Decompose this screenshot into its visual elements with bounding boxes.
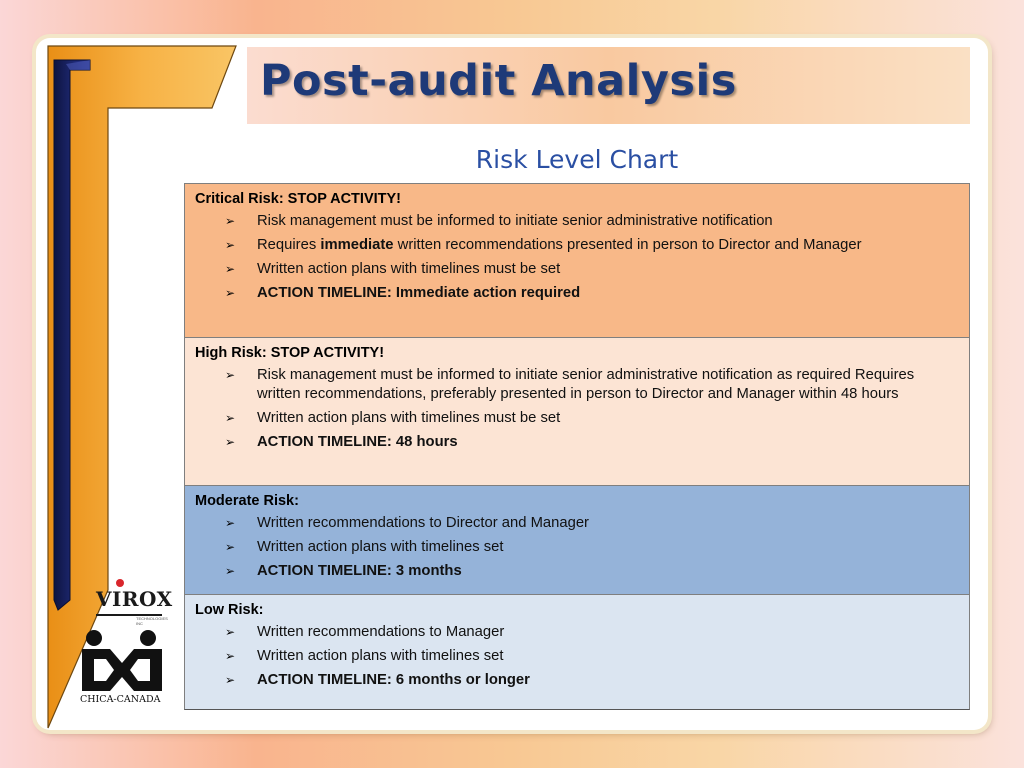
bullet-item (195, 212, 959, 231)
arrow-bullet-icon: ➢ (225, 286, 236, 300)
bullet-item (195, 562, 959, 581)
bullet-text: Written action plans with timelines set (257, 648, 504, 664)
virox-logo (96, 587, 173, 611)
bullet-text: Written action plans with timelines must be set (257, 261, 561, 277)
arrow-bullet-icon: ➢ (225, 540, 236, 554)
bullet-item (195, 236, 959, 255)
chica-logo-icon (80, 629, 164, 693)
virox-tagline: TECHNOLOGIES INC (136, 616, 168, 626)
bullet-text: ACTION TIMELINE: Immediate action required (257, 285, 581, 301)
bullet-text-post: written recommendations presented in person to Director and Manager (393, 237, 862, 253)
arrow-bullet-icon: ➢ (225, 673, 236, 687)
bullet-item (195, 284, 959, 303)
bullet-item (195, 514, 959, 533)
bullet-text-pre: Requires (257, 237, 321, 253)
bullet-item (195, 433, 959, 452)
virox-dot-icon (115, 577, 125, 589)
risk-section (185, 486, 969, 595)
arrow-bullet-icon: ➢ (225, 262, 236, 276)
bullet-text: Written action plans with timelines set (257, 539, 504, 555)
bullet-item (195, 409, 959, 428)
bullet-text: Risk management must be informed to initiate senior administrative notification as required Requires written recommendations, preferably presented in person to Director and Manager within 48 hours (257, 367, 915, 402)
risk-section (185, 338, 969, 486)
arrow-bullet-icon: ➢ (225, 625, 236, 639)
arrow-bullet-icon: ➢ (225, 214, 236, 228)
bullet-item (195, 366, 959, 404)
slide-title: Post-audit Analysis (260, 56, 737, 106)
arrow-bullet-icon: ➢ (225, 435, 236, 449)
risk-level-table (184, 183, 970, 710)
bullet-text: ACTION TIMELINE: 6 months or longer (257, 672, 530, 688)
bullet-text: Written action plans with timelines must be set (257, 410, 561, 426)
slide-subtitle: Risk Level Chart (475, 145, 679, 174)
bullet-item (195, 538, 959, 557)
arrow-bullet-icon: ➢ (225, 411, 236, 425)
bullet-text (257, 236, 959, 255)
risk-heading: Low Risk: (195, 602, 264, 618)
arrow-bullet-icon: ➢ (225, 564, 236, 578)
bullet-text: ACTION TIMELINE: 3 months (257, 563, 462, 579)
bullet-text-em: immediate (320, 237, 394, 253)
chica-canada-text: CHICA-CANADA (80, 694, 161, 705)
risk-heading: High Risk: STOP ACTIVITY! (195, 345, 385, 361)
risk-section (185, 184, 969, 338)
bullet-item (195, 623, 959, 642)
risk-heading: Critical Risk: STOP ACTIVITY! (195, 191, 402, 207)
bullet-item (195, 671, 959, 690)
bullet-text: Written recommendations to Manager (257, 624, 505, 640)
arrow-bullet-icon: ➢ (225, 368, 236, 382)
bullet-text: ACTION TIMELINE: 48 hours (257, 434, 458, 450)
risk-heading: Moderate Risk: (195, 493, 299, 509)
arrow-bullet-icon: ➢ (225, 649, 236, 663)
bullet-item (195, 647, 959, 666)
arrow-bullet-icon: ➢ (225, 516, 236, 530)
arrow-bullet-icon: ➢ (225, 238, 236, 252)
virox-logo-text: VIROX (96, 587, 173, 611)
bullet-text: Risk management must be informed to initiate senior administrative notification (257, 213, 773, 229)
bullet-text: Written recommendations to Director and Manager (257, 515, 589, 531)
bullet-item (195, 260, 959, 279)
risk-section (185, 595, 969, 709)
logo-area (78, 577, 173, 707)
